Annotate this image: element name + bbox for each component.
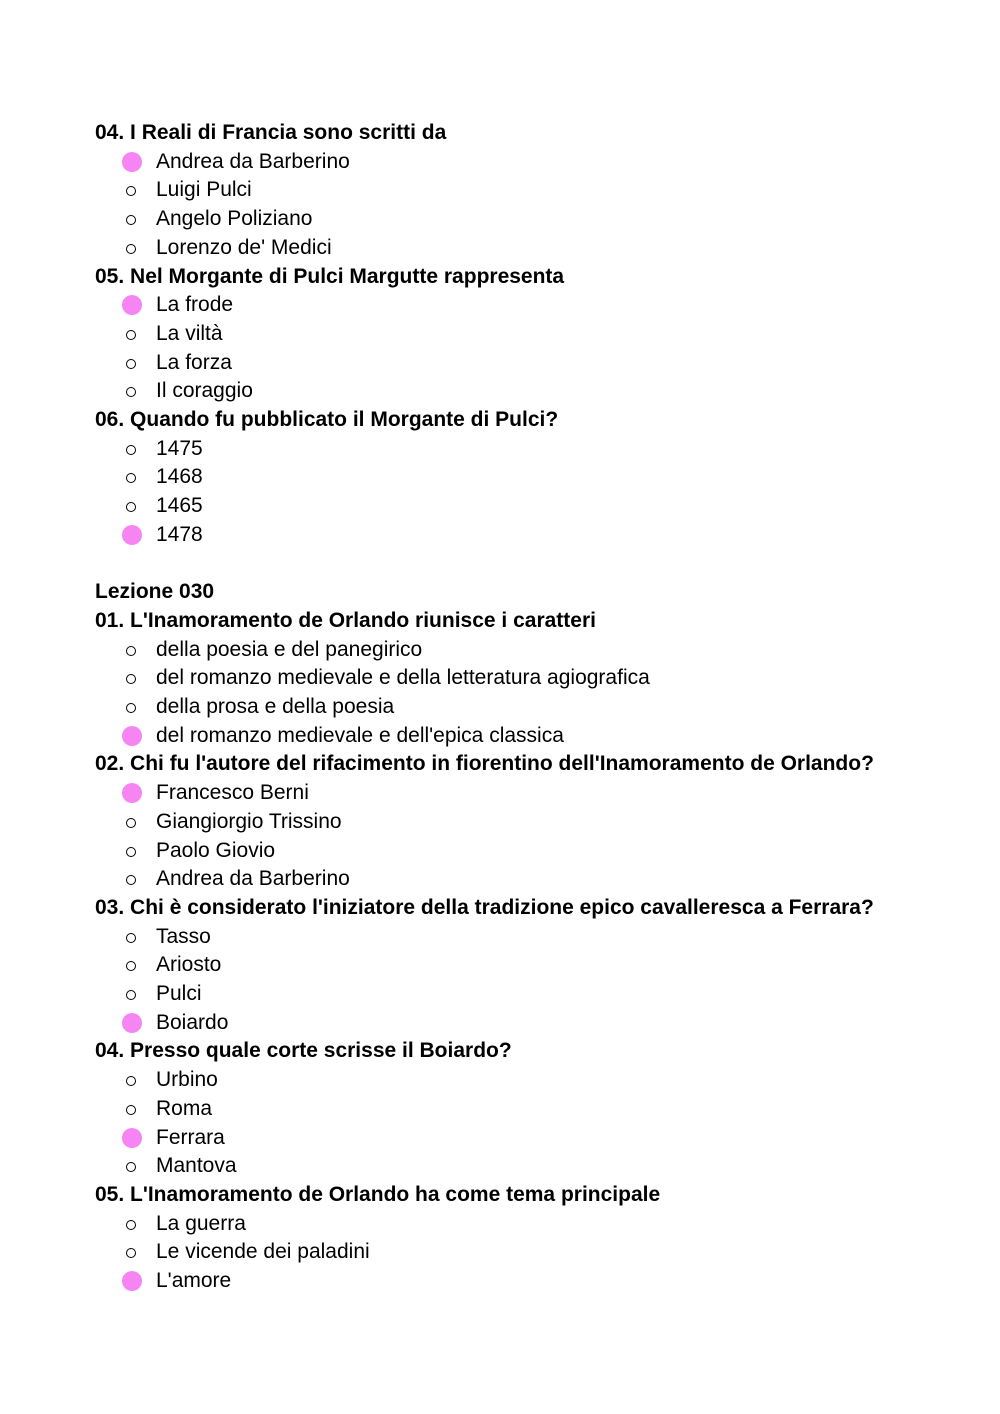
hollow-bullet-icon [122,951,142,979]
option-label: del romanzo medievale e dell'epica classica [156,724,564,747]
option-label: Angelo Poliziano [156,207,313,230]
filled-bullet-icon [122,291,142,319]
option-label: Andrea da Barberino [156,867,350,890]
question-title: 05. L'Inamoramento de Orlando ha come tema principale [95,1183,661,1206]
hollow-bullet-icon [122,349,142,377]
option-label: Ferrara [156,1126,225,1149]
hollow-bullet-icon [122,865,142,893]
option-label: Paolo Giovio [156,839,276,862]
option-label: Urbino [156,1068,218,1091]
hollow-bullet-icon [122,636,142,664]
hollow-bullet-icon [122,176,142,204]
hollow-bullet-icon [122,664,142,692]
filled-bullet-icon [122,1124,142,1152]
question-title: 04. I Reali di Francia sono scritti da [95,121,447,144]
filled-bullet-icon [122,1267,142,1295]
hollow-bullet-icon [122,205,142,233]
option-label: Pulci [156,982,202,1005]
filled-bullet-icon [122,148,142,176]
option-label: 1478 [156,523,203,546]
question-title: 02. Chi fu l'autore del rifacimento in fiorentino dell'Inamoramento de Orlando? [95,752,874,775]
option-label: Ariosto [156,953,222,976]
option-label: 1475 [156,437,203,460]
option-label: La viltà [156,322,223,345]
hollow-bullet-icon [122,377,142,405]
option-label: 1465 [156,494,203,517]
question-title: 01. L'Inamoramento de Orlando riunisce i caratteri [95,609,596,632]
question-title: 03. Chi è considerato l'iniziatore della tradizione epico cavalleresca a Ferrara? [95,896,874,919]
hollow-bullet-icon [122,320,142,348]
question-title: 04. Presso quale corte scrisse il Boiardo? [95,1039,512,1062]
option-label: Andrea da Barberino [156,150,350,173]
option-label: della poesia e del panegirico [156,638,423,661]
option-label: Luigi Pulci [156,178,252,201]
option-label: Lorenzo de' Medici [156,236,332,259]
hollow-bullet-icon [122,1152,142,1180]
hollow-bullet-icon [122,980,142,1008]
question-title: 05. Nel Morgante di Pulci Margutte rappresenta [95,265,565,288]
option-label: La forza [156,351,232,374]
hollow-bullet-icon [122,234,142,262]
option-label: della prosa e della poesia [156,695,395,718]
option-label: Tasso [156,925,211,948]
hollow-bullet-icon [122,435,142,463]
option-label: Boiardo [156,1011,229,1034]
option-label: Il coraggio [156,379,253,402]
option-label: L'amore [156,1269,232,1292]
hollow-bullet-icon [122,463,142,491]
hollow-bullet-icon [122,808,142,836]
option-label: Roma [156,1097,213,1120]
option-label: 1468 [156,465,203,488]
hollow-bullet-icon [122,923,142,951]
filled-bullet-icon [122,779,142,807]
hollow-bullet-icon [122,492,142,520]
filled-bullet-icon [122,1009,142,1037]
option-label: Le vicende dei paladini [156,1240,370,1263]
option-label: Giangiorgio Trissino [156,810,342,833]
hollow-bullet-icon [122,1210,142,1238]
filled-bullet-icon [122,722,142,750]
hollow-bullet-icon [122,1066,142,1094]
filled-bullet-icon [122,521,142,549]
hollow-bullet-icon [122,837,142,865]
option-label: del romanzo medievale e della letteratura agiografica [156,666,650,689]
question-title: 06. Quando fu pubblicato il Morgante di Pulci? [95,408,559,431]
option-label: La frode [156,293,234,316]
option-label: La guerra [156,1212,246,1235]
option-label: Francesco Berni [156,781,309,804]
hollow-bullet-icon [122,1095,142,1123]
hollow-bullet-icon [122,693,142,721]
hollow-bullet-icon [122,1238,142,1266]
option-label: Mantova [156,1154,237,1177]
lesson-heading: Lezione 030 [95,580,215,603]
